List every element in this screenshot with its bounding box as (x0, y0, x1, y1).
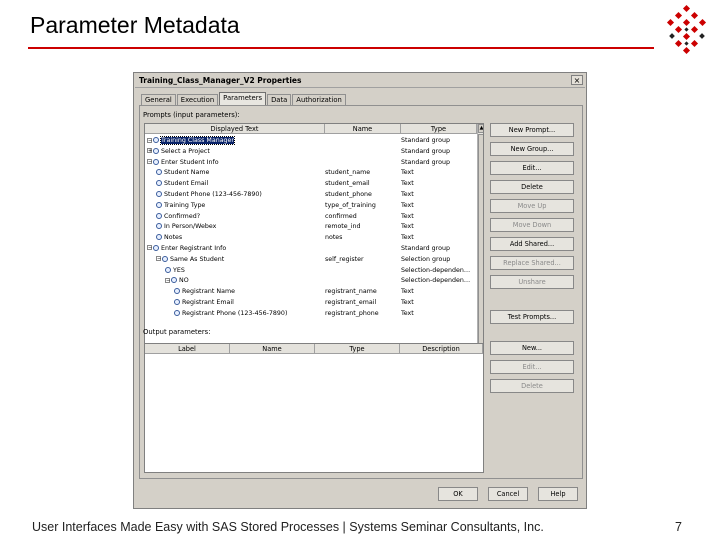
prompt-displayed-text: Registrant Name (182, 288, 235, 296)
prompt-icon (174, 288, 180, 294)
collapse-icon[interactable]: − (157, 256, 162, 263)
close-icon[interactable]: × (571, 75, 583, 85)
prompt-type-cell: Standard group (401, 147, 450, 155)
prompt-type-cell: Text (401, 298, 414, 306)
page-number: 7 (675, 520, 682, 534)
prompt-name-cell: student_name (325, 169, 371, 177)
prompt-row[interactable] (145, 201, 476, 212)
add-shared-button[interactable]: Add Shared... (490, 237, 574, 251)
prompt-displayed-text-cell (145, 136, 323, 147)
prompt-displayed-text-cell (145, 147, 323, 158)
replace-shared-button[interactable]: Replace Shared... (490, 256, 574, 270)
prompt-type-cell: Selection-dependen… (401, 266, 471, 274)
output-edit-button[interactable]: Edit... (490, 360, 574, 374)
new-prompt-button[interactable]: New Prompt... (490, 123, 574, 137)
prompt-icon (171, 277, 177, 283)
prompt-row[interactable] (145, 255, 476, 266)
prompt-icon (153, 137, 159, 143)
prompt-row[interactable] (145, 276, 476, 287)
properties-dialog (133, 72, 587, 509)
prompt-row[interactable] (145, 147, 476, 158)
prompt-type-cell: Text (401, 190, 414, 198)
prompts-label: Prompts (input parameters): (143, 111, 240, 119)
prompt-name-cell: registrant_email (325, 298, 377, 306)
prompt-displayed-text: YES (173, 266, 185, 274)
title-rule (28, 47, 654, 49)
prompt-icon (153, 148, 159, 154)
prompt-name-cell: type_of_training (325, 201, 376, 209)
prompt-displayed-text-cell (145, 233, 332, 244)
prompt-displayed-text-cell (145, 298, 350, 309)
prompt-displayed-text-cell (145, 266, 341, 277)
prompt-icon (156, 213, 162, 219)
move-up-button[interactable]: Move Up (490, 199, 574, 213)
prompt-name-cell: self_register (325, 255, 364, 263)
scroll-thumb[interactable] (478, 134, 484, 354)
tab-parameters[interactable]: Parameters (219, 92, 266, 105)
prompt-icon (156, 234, 162, 240)
column-header-label[interactable]: Label (145, 344, 230, 354)
collapse-icon[interactable]: − (148, 245, 153, 252)
prompt-type-cell: Text (401, 169, 414, 177)
prompt-row[interactable] (145, 287, 476, 298)
column-header-output-type[interactable]: Type (315, 344, 400, 354)
prompt-icon (156, 180, 162, 186)
prompt-displayed-text-cell (145, 255, 332, 266)
column-header-description[interactable]: Description (400, 344, 483, 354)
prompt-displayed-text: Training Type (164, 201, 206, 209)
prompt-type-cell: Text (401, 223, 414, 231)
prompt-row[interactable] (145, 168, 476, 179)
prompt-name-cell: confirmed (325, 212, 357, 220)
prompt-name-cell: remote_ind (325, 223, 361, 231)
collapse-icon[interactable]: − (148, 137, 153, 144)
new-group-button[interactable]: New Group... (490, 142, 574, 156)
prompt-displayed-text: Training Class Manager (161, 137, 235, 144)
move-down-button[interactable]: Move Down (490, 218, 574, 232)
prompts-rows (145, 136, 476, 320)
prompt-displayed-text: Student Name (164, 169, 210, 177)
outputs-grid-header (145, 344, 483, 354)
slide-title: Parameter Metadata (30, 12, 240, 38)
prompt-displayed-text-cell (145, 309, 350, 320)
tab-general[interactable]: General (141, 94, 176, 105)
collapse-icon[interactable]: − (148, 159, 153, 166)
prompt-name-cell: notes (325, 234, 343, 242)
column-header-name[interactable]: Name (325, 124, 401, 134)
prompt-type-cell: Text (401, 180, 414, 188)
dialog-title: Training_Class_Manager_V2 Properties (139, 76, 302, 85)
ok-button[interactable]: OK (438, 487, 478, 501)
prompt-displayed-text-cell (145, 244, 323, 255)
tab-authorization[interactable]: Authorization (292, 94, 346, 105)
prompt-row[interactable] (145, 190, 476, 201)
prompt-type-cell: Text (401, 288, 414, 296)
prompt-type-cell: Standard group (401, 137, 450, 144)
company-logo-icon (664, 4, 714, 60)
cancel-button[interactable]: Cancel (488, 487, 528, 501)
prompt-displayed-text-cell (145, 201, 332, 212)
prompt-displayed-text: Confirmed? (164, 212, 201, 220)
prompt-icon (156, 202, 162, 208)
prompt-row[interactable] (145, 212, 476, 223)
prompt-type-cell: Text (401, 234, 414, 242)
prompt-name-cell: student_phone (325, 190, 372, 198)
prompt-type-cell: Standard group (401, 244, 450, 252)
prompt-icon (156, 223, 162, 229)
outputs-grid (144, 343, 484, 473)
prompts-grid-header (145, 124, 483, 134)
tab-execution[interactable]: Execution (177, 94, 218, 105)
prompt-row[interactable] (145, 233, 476, 244)
prompt-row[interactable] (145, 179, 476, 190)
prompt-displayed-text-cell (145, 212, 332, 223)
prompt-displayed-text: Enter Registrant Info (161, 244, 227, 252)
output-delete-button[interactable]: Delete (490, 379, 574, 393)
prompt-icon (174, 299, 180, 305)
prompt-displayed-text: Select a Project (161, 147, 210, 155)
prompt-displayed-text-cell (145, 222, 332, 233)
prompt-displayed-text-cell (145, 190, 332, 201)
prompt-icon (153, 245, 159, 251)
prompt-displayed-text-cell (145, 276, 341, 287)
prompt-name-cell: registrant_name (325, 288, 377, 296)
prompt-displayed-text: Student Phone (123-456-7890) (164, 190, 262, 198)
output-new-button[interactable]: New... (490, 341, 574, 355)
prompt-icon (156, 169, 162, 175)
dialog-titlebar[interactable] (135, 74, 585, 88)
outputs-label: Output parameters: (143, 328, 211, 336)
prompt-type-cell: Selection-dependen… (401, 277, 471, 285)
prompt-row[interactable] (145, 222, 476, 233)
tab-data[interactable]: Data (267, 94, 291, 105)
scroll-up-icon[interactable]: ▲ (479, 125, 484, 131)
prompt-displayed-text-cell (145, 158, 323, 169)
unshare-button[interactable]: Unshare (490, 275, 574, 289)
prompt-row[interactable] (145, 266, 476, 277)
prompt-displayed-text: Enter Student Info (161, 158, 219, 166)
prompt-row[interactable] (145, 298, 476, 309)
prompt-displayed-text-cell (145, 168, 332, 179)
delete-button[interactable]: Delete (490, 180, 574, 194)
help-button[interactable]: Help (538, 487, 578, 501)
prompt-icon (162, 256, 168, 262)
prompt-icon (153, 159, 159, 165)
column-header-output-name[interactable]: Name (230, 344, 315, 354)
prompt-name-cell: registrant_phone (325, 309, 379, 317)
prompt-displayed-text-cell (145, 179, 332, 190)
prompt-row[interactable] (145, 309, 476, 320)
prompt-type-cell: Text (401, 309, 414, 317)
prompt-displayed-text: NO (179, 277, 189, 285)
prompt-displayed-text-cell (145, 287, 350, 298)
prompt-displayed-text: Same As Student (170, 255, 225, 263)
column-header-displayed-text[interactable]: Displayed Text (145, 124, 325, 134)
prompt-type-cell: Selection group (401, 255, 451, 263)
prompt-icon (174, 310, 180, 316)
prompt-row[interactable] (145, 158, 476, 169)
prompt-displayed-text: Student Email (164, 180, 209, 188)
prompt-displayed-text: Notes (164, 234, 183, 242)
prompt-type-cell: Standard group (401, 158, 450, 166)
edit-button[interactable]: Edit... (490, 161, 574, 175)
prompt-icon (165, 267, 171, 273)
prompt-icon (156, 191, 162, 197)
expand-icon[interactable]: + (148, 148, 153, 155)
test-prompts-button[interactable]: Test Prompts... (490, 310, 574, 324)
prompt-displayed-text: Registrant Email (182, 298, 234, 306)
prompt-displayed-text: Registrant Phone (123-456-7890) (182, 309, 288, 317)
slide-footer: User Interfaces Made Easy with SAS Stored Processes | Systems Seminar Consultants, Inc. (32, 520, 544, 534)
prompt-row[interactable] (145, 244, 476, 255)
prompt-name-cell: student_email (325, 180, 370, 188)
prompt-type-cell: Text (401, 212, 414, 220)
collapse-icon[interactable]: − (166, 277, 171, 284)
column-header-type[interactable]: Type (401, 124, 477, 134)
prompt-row[interactable] (145, 136, 476, 147)
prompt-displayed-text: In Person/Webex (164, 223, 217, 231)
prompt-type-cell: Text (401, 201, 414, 209)
